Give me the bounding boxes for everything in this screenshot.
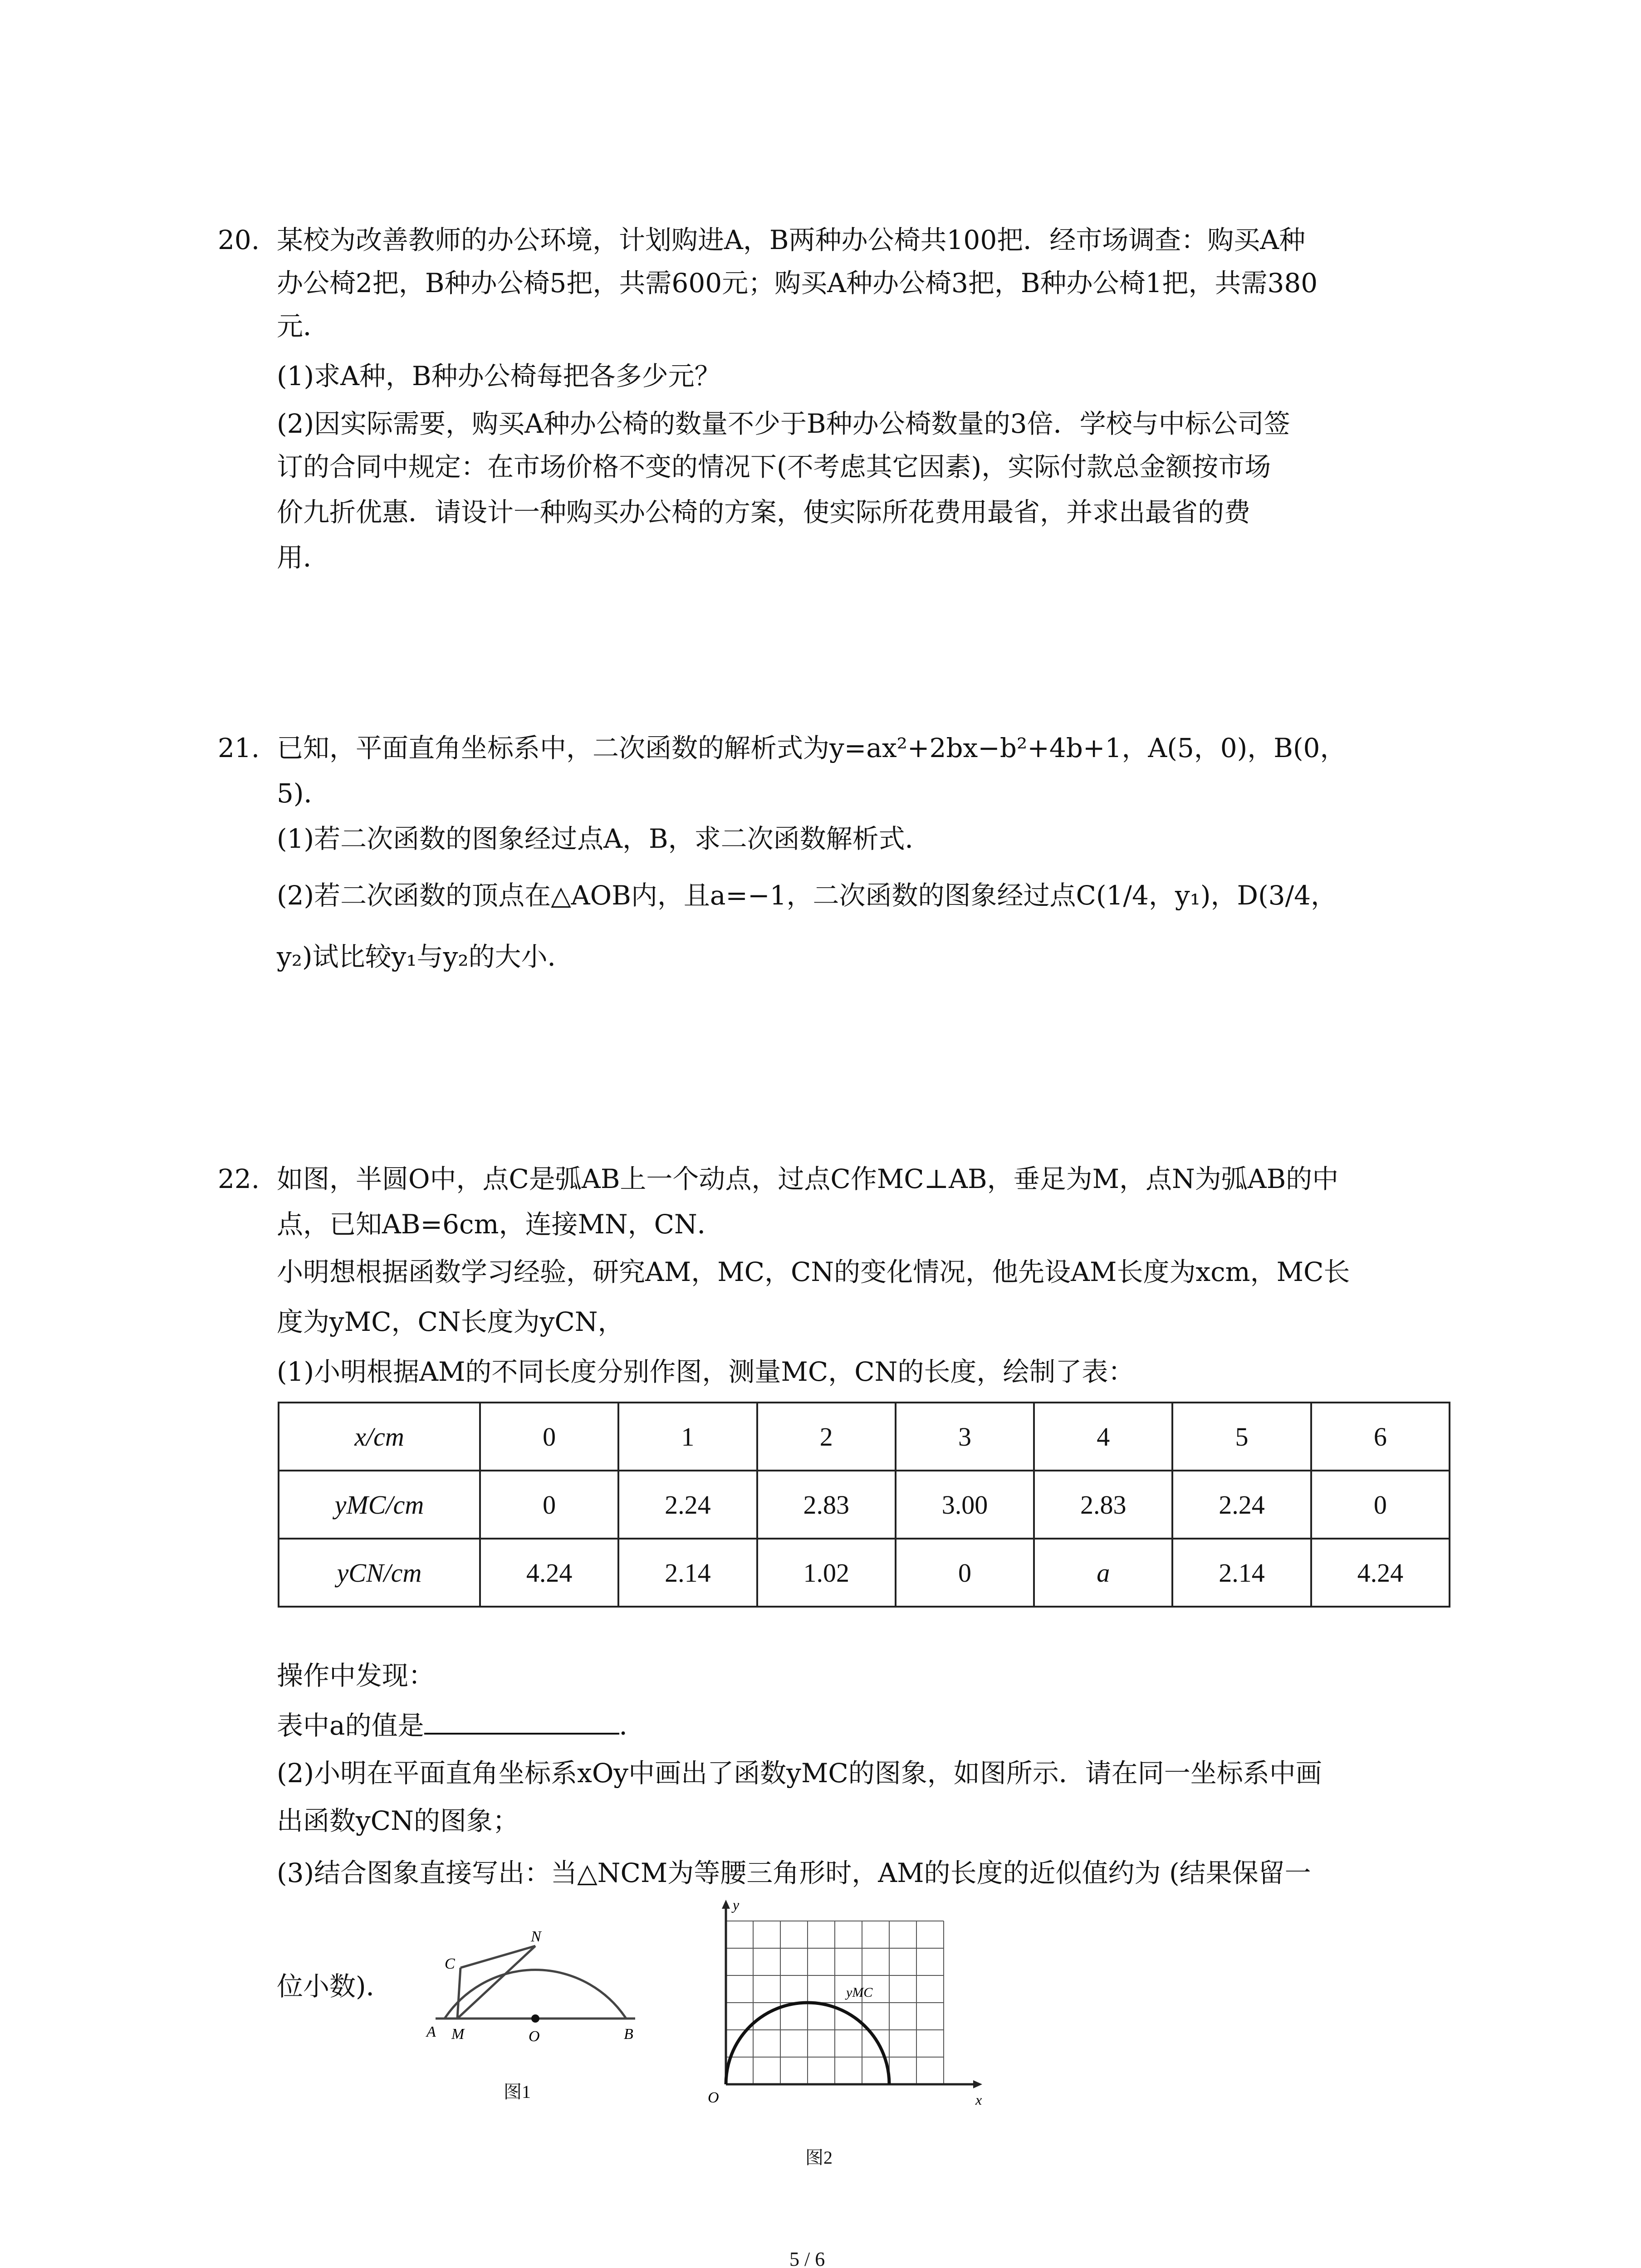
q22-after-2 — [277, 1710, 646, 1739]
table-cell: 2.83 — [757, 1471, 896, 1539]
q21-line-5: y₂)试比较y₁与y₂的大小． — [277, 941, 574, 972]
table-cell: a — [1034, 1539, 1172, 1607]
q22-after-3: (2)小明在平面直角坐标系xOy中画出了函数yMC的图象，如图所示．请在同一坐标系中画 — [277, 1758, 1322, 1789]
q20-line-4: (1)求A种，B种办公椅每把各多少元？ — [277, 361, 721, 391]
segment-mc — [457, 1968, 460, 2019]
q20-number: 20. — [218, 225, 260, 255]
table-cell: 2 — [757, 1403, 896, 1471]
answer-prompt: 表中a的值是 — [277, 1710, 424, 1741]
label-o: O — [529, 2028, 540, 2045]
table-cell: 0 — [480, 1471, 618, 1539]
q20-line-3: 元． — [277, 311, 330, 342]
label-m: M — [451, 2026, 465, 2043]
q22-line-1: 如图，半圆O中，点C是弧AB上一个动点，过点C作MC⊥AB，垂足为M，点N为弧AB的中 — [277, 1163, 1339, 1194]
q20-line-8: 用． — [277, 542, 330, 573]
label-b: B — [624, 2026, 633, 2043]
q20-line-6: 订的合同中规定：在市场价格不变的情况下(不考虑其它因素)，实际付款总金额按市场 — [277, 451, 1271, 482]
q22-after-6: 位小数)． — [277, 1971, 392, 2002]
table-cell: 1 — [618, 1403, 757, 1471]
q22-line-5: (1)小明根据AM的不同长度分别作图，测量MC，CN的长度，绘制了表： — [277, 1356, 1135, 1387]
answer-end: ． — [619, 1710, 646, 1741]
table-cell: 0 — [480, 1403, 618, 1471]
table-cell: 2.14 — [618, 1539, 757, 1607]
label-a: A — [426, 2024, 436, 2040]
semicircle-arc — [445, 1970, 626, 2019]
table-cell: 2.24 — [1172, 1471, 1311, 1539]
table-cell: yMC/cm — [279, 1471, 480, 1539]
table-row — [279, 1539, 1450, 1607]
table-row — [279, 1403, 1450, 1471]
x-axis-arrow — [973, 2080, 982, 2088]
q21-line-4: (2)若二次函数的顶点在△AOB内，且a=−1，二次函数的图象经过点C(1/4，y₁)，D(3/4， — [277, 880, 1337, 911]
label-n: N — [531, 1928, 541, 1945]
table-cell: x/cm — [279, 1403, 480, 1471]
figure-2-caption: 图2 — [805, 2147, 833, 2168]
q22-number: 22. — [218, 1163, 260, 1194]
label-ymc: yMC — [846, 1985, 873, 2000]
grid — [726, 1921, 944, 2084]
table-cell: 0 — [896, 1539, 1034, 1607]
answer-blank[interactable] — [424, 1710, 619, 1735]
data-table — [278, 1402, 1450, 1608]
table-row — [279, 1471, 1450, 1539]
page-number: 5 / 6 — [789, 2248, 825, 2268]
q22-line-2: 点，已知AB=6cm，连接MN，CN． — [277, 1209, 724, 1240]
q21-line-1: 已知，平面直角坐标系中，二次函数的解析式为y=ax²+2bx−b²+4b+1，A(5，0)，B(0， — [277, 733, 1347, 763]
q20-line-7: 价九折优惠．请设计一种购买办公椅的方案，使实际所花费用最省，并求出最省的费 — [277, 497, 1251, 528]
label-y: y — [733, 1897, 740, 1913]
table-cell: 4.24 — [1311, 1539, 1450, 1607]
table-cell: 6 — [1311, 1403, 1450, 1471]
q22-after-1: 操作中发现： — [277, 1660, 435, 1691]
y-axis-arrow — [722, 1900, 730, 1909]
label-x: x — [975, 2092, 982, 2108]
label-c: C — [445, 1955, 455, 1972]
table-cell: yCN/cm — [279, 1539, 480, 1607]
label-origin: O — [708, 2089, 719, 2106]
q20-line-5: (2)因实际需要，购买A种办公椅的数量不少于B种办公椅数量的3倍．学校与中标公司签 — [277, 408, 1290, 439]
figure-2-graph — [699, 1896, 998, 2132]
q21-number: 21. — [218, 733, 260, 763]
q22-line-4: 度为yMC，CN长度为yCN， — [277, 1306, 624, 1337]
q22-line-3: 小明想根据函数学习经验，研究AM，MC，CN的变化情况，他先设AM长度为xcm，MC长 — [277, 1256, 1350, 1287]
q22-after-5: (3)结合图象直接写出：当△NCM为等腰三角形时，AM的长度的近似值约为 (结果保留一 — [277, 1857, 1311, 1888]
figure-1-caption: 图1 — [504, 2082, 531, 2102]
table-cell: 2.83 — [1034, 1471, 1172, 1539]
q22-after-4: 出函数yCN的图象； — [277, 1805, 519, 1836]
table-cell: 0 — [1311, 1471, 1450, 1539]
q20-line-2: 办公椅2把，B种办公椅5把，共需600元；购买A种办公椅3把，B种办公椅1把，共需380 — [277, 268, 1318, 298]
table-cell: 2.24 — [618, 1471, 757, 1539]
figure-1-semicircle — [399, 1905, 653, 2050]
q21-line-3: (1)若二次函数的图象经过点A，B，求二次函数解析式． — [277, 823, 931, 854]
table-cell: 5 — [1172, 1403, 1311, 1471]
q21-line-2: 5)． — [277, 778, 330, 809]
table-cell: 3 — [896, 1403, 1034, 1471]
table-cell: 1.02 — [757, 1539, 896, 1607]
table-cell: 3.00 — [896, 1471, 1034, 1539]
table-cell: 4 — [1034, 1403, 1172, 1471]
center-point-o — [531, 2014, 539, 2023]
q20-line-1: 某校为改善教师的办公环境，计划购进A，B两种办公椅共100把．经市场调查：购买A种 — [277, 225, 1306, 255]
table-cell: 2.14 — [1172, 1539, 1311, 1607]
table-cell: 4.24 — [480, 1539, 618, 1607]
